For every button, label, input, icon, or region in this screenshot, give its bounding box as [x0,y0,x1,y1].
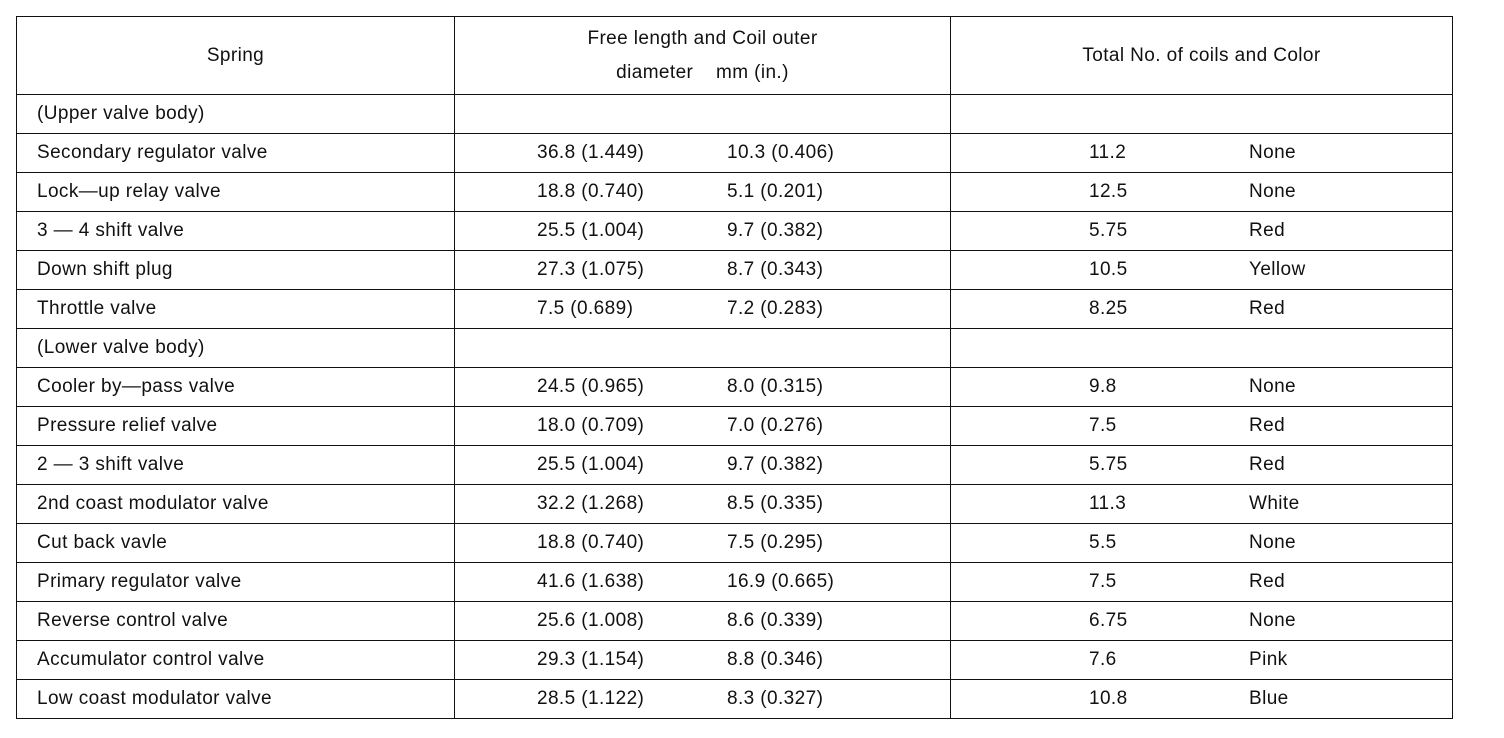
coil-count-value: 10.8 [1089,688,1128,709]
outer-diameter-value: 8.3 (0.327) [727,688,824,709]
outer-diameter-value: 8.0 (0.315) [727,376,824,397]
spring-name-cell: Accumulator control valve [17,641,455,680]
section-label: (Lower valve body) [17,329,455,368]
free-length-value: 32.2 (1.268) [537,493,645,514]
free-length-cell [455,446,951,485]
outer-diameter-value: 7.5 (0.295) [727,532,824,553]
color-value: None [1249,376,1297,397]
free-length-value: 24.5 (0.965) [537,376,645,397]
color-value: None [1249,532,1297,553]
coil-count-value: 8.25 [1089,298,1128,319]
table-row [17,134,1453,173]
outer-diameter-value: 16.9 (0.665) [727,571,835,592]
header-coils-color: Total No. of coils and Color [951,17,1453,95]
coil-count-value: 7.5 [1089,571,1117,592]
free-length-cell [455,368,951,407]
coil-count-value: 5.75 [1089,220,1128,241]
section-row [17,95,1453,134]
free-length-cell [455,290,951,329]
spring-name-cell: Secondary regulator valve [17,134,455,173]
table-row [17,602,1453,641]
section-label: (Upper valve body) [17,95,455,134]
outer-diameter-value: 9.7 (0.382) [727,454,824,475]
coils-color-cell [951,524,1453,563]
table-body [17,95,1453,719]
color-value: Red [1249,220,1286,241]
free-length-cell [455,134,951,173]
outer-diameter-value: 8.6 (0.339) [727,610,824,631]
outer-diameter-value: 10.3 (0.406) [727,142,835,163]
spring-name-cell: Throttle valve [17,290,455,329]
coils-color-cell [951,290,1453,329]
free-length-value: 28.5 (1.122) [537,688,645,709]
color-value: Red [1249,571,1286,592]
table-row [17,251,1453,290]
spring-name-cell: 2nd coast modulator valve [17,485,455,524]
outer-diameter-value: 8.7 (0.343) [727,259,824,280]
coil-count-value: 11.3 [1089,493,1127,514]
coil-count-value: 11.2 [1089,142,1127,163]
free-length-value: 41.6 (1.638) [537,571,645,592]
coil-count-value: 9.8 [1089,376,1117,397]
coils-color-cell [951,602,1453,641]
outer-diameter-value: 7.2 (0.283) [727,298,824,319]
color-value: Pink [1249,649,1288,670]
spring-name-cell: 3 — 4 shift valve [17,212,455,251]
spring-name-cell: Low coast modulator valve [17,680,455,719]
color-value: None [1249,610,1297,631]
spring-spec-table [16,16,1453,719]
free-length-value: 29.3 (1.154) [537,649,645,670]
free-length-cell [455,407,951,446]
table-header-row [17,17,1453,95]
table-row [17,680,1453,719]
spring-name-cell: 2 — 3 shift valve [17,446,455,485]
spring-name-cell: Reverse control valve [17,602,455,641]
color-value: Yellow [1249,259,1306,280]
coil-count-value: 5.75 [1089,454,1128,475]
color-value: Red [1249,454,1286,475]
empty-cell [455,329,951,368]
outer-diameter-value: 5.1 (0.201) [727,181,824,202]
free-length-value: 25.5 (1.004) [537,454,645,475]
outer-diameter-value: 7.0 (0.276) [727,415,824,436]
free-length-cell [455,485,951,524]
empty-cell [951,95,1453,134]
free-length-cell [455,173,951,212]
outer-diameter-value: 9.7 (0.382) [727,220,824,241]
empty-cell [951,329,1453,368]
empty-cell [455,95,951,134]
coil-count-value: 12.5 [1089,181,1128,202]
free-length-cell [455,212,951,251]
table-row [17,368,1453,407]
header-free-length-line1: Free length and Coil outer [587,27,818,49]
table-row [17,212,1453,251]
table-row [17,563,1453,602]
coils-color-cell [951,563,1453,602]
free-length-value: 36.8 (1.449) [537,142,645,163]
color-value: Blue [1249,688,1289,709]
table-row [17,446,1453,485]
free-length-cell [455,563,951,602]
section-row [17,329,1453,368]
outer-diameter-value: 8.8 (0.346) [727,649,824,670]
table-row [17,290,1453,329]
table-row [17,524,1453,563]
color-value: Red [1249,298,1286,319]
free-length-value: 18.8 (0.740) [537,181,645,202]
free-length-cell [455,524,951,563]
coils-color-cell [951,641,1453,680]
table-row [17,485,1453,524]
table-row [17,641,1453,680]
free-length-value: 25.6 (1.008) [537,610,645,631]
spring-name-cell: Pressure relief valve [17,407,455,446]
coils-color-cell [951,407,1453,446]
coils-color-cell [951,134,1453,173]
free-length-value: 18.0 (0.709) [537,415,645,436]
free-length-value: 7.5 (0.689) [537,298,634,319]
spring-name-cell: Primary regulator valve [17,563,455,602]
color-value: None [1249,142,1297,163]
header-free-length [455,17,951,95]
free-length-value: 27.3 (1.075) [537,259,645,280]
free-length-cell [455,251,951,290]
coil-count-value: 5.5 [1089,532,1117,553]
coils-color-cell [951,368,1453,407]
coil-count-value: 7.5 [1089,415,1117,436]
coils-color-cell [951,212,1453,251]
coils-color-cell [951,251,1453,290]
coil-count-value: 6.75 [1089,610,1128,631]
coils-color-cell [951,680,1453,719]
header-free-length-line2: diameter mm (in.) [616,61,789,83]
free-length-cell [455,602,951,641]
table-row [17,407,1453,446]
coil-count-value: 10.5 [1089,259,1128,280]
spring-name-cell: Cooler by—pass valve [17,368,455,407]
spring-spec-table-container [16,16,1452,730]
coils-color-cell [951,173,1453,212]
color-value: White [1249,493,1300,514]
color-value: None [1249,181,1297,202]
header-spring: Spring [17,17,455,95]
spring-name-cell: Lock—up relay valve [17,173,455,212]
color-value: Red [1249,415,1286,436]
free-length-cell [455,680,951,719]
spring-name-cell: Down shift plug [17,251,455,290]
free-length-cell [455,641,951,680]
coils-color-cell [951,485,1453,524]
outer-diameter-value: 8.5 (0.335) [727,493,824,514]
table-row [17,173,1453,212]
coils-color-cell [951,446,1453,485]
coil-count-value: 7.6 [1089,649,1117,670]
free-length-value: 25.5 (1.004) [537,220,645,241]
free-length-value: 18.8 (0.740) [537,532,645,553]
spring-name-cell: Cut back vavle [17,524,455,563]
